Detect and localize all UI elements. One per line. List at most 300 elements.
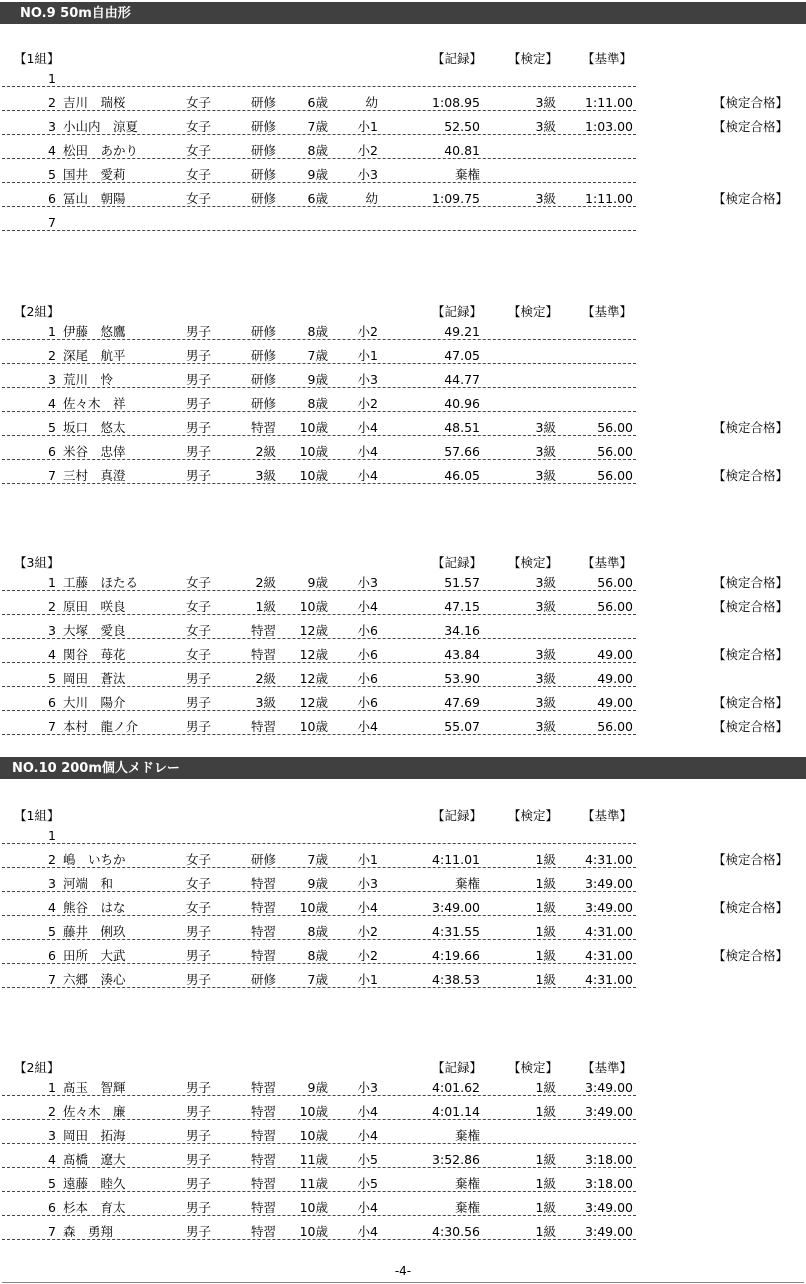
column-header-kentei: 【検定】 <box>508 51 559 66</box>
age: 10歳 <box>299 468 328 483</box>
column-header-kiroku: 【記録】 <box>432 1060 483 1075</box>
row-divider <box>2 1167 636 1168</box>
age: 10歳 <box>299 420 328 435</box>
gender: 男子 <box>186 671 212 686</box>
pass-mark: 【検定合格】 <box>713 420 789 435</box>
swimmer-name: 冨山 朝陽 <box>63 191 126 206</box>
level: 2級 <box>255 671 276 686</box>
entry-lane: 7 <box>48 972 56 987</box>
result-row <box>0 713 806 737</box>
school-grade: 小3 <box>357 876 378 891</box>
event-title: NO.9 50m自由形 <box>20 6 131 21</box>
swimmer-name: 米谷 忠倖 <box>63 444 126 459</box>
level: 特習 <box>250 1224 276 1239</box>
row-divider <box>2 686 636 687</box>
row-divider <box>2 987 636 988</box>
row-divider <box>2 230 636 231</box>
record: 4:38.53 <box>432 972 480 987</box>
entry-lane: 1 <box>48 828 56 843</box>
row-divider <box>2 483 636 484</box>
swimmer-name: 遠藤 睦久 <box>63 1176 126 1191</box>
school-grade: 幼 <box>365 95 378 110</box>
gender: 男子 <box>186 396 212 411</box>
standard-time: 3:49.00 <box>585 1200 633 1215</box>
row-divider <box>2 867 636 868</box>
column-header-kiroku: 【記録】 <box>432 555 483 570</box>
level: 3級 <box>255 695 276 710</box>
result-row <box>0 918 806 942</box>
result-row <box>0 1146 806 1170</box>
school-grade: 小4 <box>357 444 378 459</box>
column-header-kiroku: 【記録】 <box>432 51 483 66</box>
swimmer-name: 国井 愛莉 <box>63 167 126 182</box>
gender: 男子 <box>186 1200 212 1215</box>
group-label: 【2組】 <box>14 304 60 319</box>
swimmer-name: 田所 大武 <box>63 948 126 963</box>
row-divider <box>2 963 636 964</box>
record: 52.50 <box>444 119 480 134</box>
row-divider <box>2 387 636 388</box>
standard-time: 56.00 <box>597 575 633 590</box>
test-grade: 3級 <box>535 599 556 614</box>
pass-mark: 【検定合格】 <box>713 119 789 134</box>
record: 47.69 <box>444 695 480 710</box>
level: 研修 <box>250 972 276 987</box>
swimmer-name: 髙橋 遼大 <box>63 1152 126 1167</box>
gender: 男子 <box>186 348 212 363</box>
event-title-bar <box>0 757 806 779</box>
gender: 男子 <box>186 719 212 734</box>
result-row <box>0 822 806 846</box>
level: 特習 <box>250 719 276 734</box>
result-row <box>0 1194 806 1218</box>
result-row <box>0 942 806 966</box>
test-grade: 3級 <box>535 119 556 134</box>
pass-mark: 【検定合格】 <box>713 575 789 590</box>
record: 55.07 <box>444 719 480 734</box>
record: 1:08.95 <box>432 95 480 110</box>
gender: 男子 <box>186 1152 212 1167</box>
school-grade: 小2 <box>357 143 378 158</box>
row-divider <box>2 1191 636 1192</box>
result-row <box>0 846 806 870</box>
group-header <box>0 1058 806 1074</box>
school-grade: 幼 <box>365 191 378 206</box>
record: 48.51 <box>444 420 480 435</box>
swimmer-name: 熊谷 はな <box>63 900 126 915</box>
age: 10歳 <box>299 900 328 915</box>
age: 12歳 <box>299 647 328 662</box>
pass-mark: 【検定合格】 <box>713 695 789 710</box>
result-row <box>0 593 806 617</box>
standard-time: 1:03.00 <box>585 119 633 134</box>
row-divider <box>2 363 636 364</box>
entry-lane: 1 <box>48 71 56 86</box>
gender: 男子 <box>186 324 212 339</box>
column-header-kentei: 【検定】 <box>508 555 559 570</box>
test-grade: 3級 <box>535 191 556 206</box>
swimmer-name: 深尾 航平 <box>63 348 126 363</box>
school-grade: 小2 <box>357 948 378 963</box>
record: 棄権 <box>454 1200 480 1215</box>
gender: 男子 <box>186 948 212 963</box>
entry-lane: 6 <box>48 948 56 963</box>
test-grade: 1級 <box>535 924 556 939</box>
school-grade: 小6 <box>357 671 378 686</box>
row-divider <box>2 411 636 412</box>
record: 43.84 <box>444 647 480 662</box>
test-grade: 3級 <box>535 468 556 483</box>
test-grade: 1級 <box>535 1224 556 1239</box>
age: 9歳 <box>307 372 328 387</box>
test-grade: 3級 <box>535 647 556 662</box>
test-grade: 3級 <box>535 695 556 710</box>
result-row <box>0 462 806 486</box>
school-grade: 小4 <box>357 1104 378 1119</box>
result-row <box>0 1098 806 1122</box>
row-divider <box>2 843 636 844</box>
age: 11歳 <box>299 1176 328 1191</box>
school-grade: 小2 <box>357 324 378 339</box>
row-divider <box>2 710 636 711</box>
result-row <box>0 366 806 390</box>
gender: 男子 <box>186 468 212 483</box>
group-label: 【1組】 <box>14 808 60 823</box>
level: 特習 <box>250 1176 276 1191</box>
level: 特習 <box>250 948 276 963</box>
row-divider <box>2 662 636 663</box>
standard-time: 49.00 <box>597 647 633 662</box>
record: 棄権 <box>454 1128 480 1143</box>
test-grade: 3級 <box>535 420 556 435</box>
school-grade: 小4 <box>357 420 378 435</box>
standard-time: 3:49.00 <box>585 1224 633 1239</box>
school-grade: 小5 <box>357 1176 378 1191</box>
row-divider <box>2 339 636 340</box>
swimmer-name: 六郷 湊心 <box>63 972 126 987</box>
record: 44.77 <box>444 372 480 387</box>
school-grade: 小6 <box>357 623 378 638</box>
group-label: 【1組】 <box>14 51 60 66</box>
school-grade: 小4 <box>357 900 378 915</box>
gender: 女子 <box>186 575 212 590</box>
entry-lane: 6 <box>48 695 56 710</box>
result-row <box>0 1170 806 1194</box>
gender: 男子 <box>186 924 212 939</box>
result-row <box>0 1122 806 1146</box>
test-grade: 1級 <box>535 1152 556 1167</box>
gender: 女子 <box>186 852 212 867</box>
result-row <box>0 1074 806 1098</box>
gender: 女子 <box>186 167 212 182</box>
group-label: 【2組】 <box>14 1060 60 1075</box>
result-row <box>0 161 806 185</box>
entry-lane: 2 <box>48 1104 56 1119</box>
entry-lane: 2 <box>48 348 56 363</box>
record: 棄権 <box>454 1176 480 1191</box>
age: 10歳 <box>299 719 328 734</box>
swimmer-name: 大川 陽介 <box>63 695 126 710</box>
entry-lane: 5 <box>48 924 56 939</box>
swimmer-name: 佐々木 祥 <box>63 396 126 411</box>
record: 49.21 <box>444 324 480 339</box>
row-divider <box>2 1119 636 1120</box>
entry-lane: 5 <box>48 1176 56 1191</box>
row-divider <box>2 939 636 940</box>
gender: 男子 <box>186 420 212 435</box>
record: 4:31.55 <box>432 924 480 939</box>
test-grade: 3級 <box>535 575 556 590</box>
age: 7歳 <box>307 972 328 987</box>
swimmer-name: 森 勇翔 <box>63 1224 114 1239</box>
gender: 男子 <box>186 1176 212 1191</box>
swimmer-name: 藤井 俐玖 <box>63 924 126 939</box>
age: 12歳 <box>299 623 328 638</box>
entry-lane: 4 <box>48 1152 56 1167</box>
level: 特習 <box>250 623 276 638</box>
school-grade: 小3 <box>357 372 378 387</box>
column-header-kentei: 【検定】 <box>508 1060 559 1075</box>
standard-time: 56.00 <box>597 444 633 459</box>
swimmer-name: 嶋 いちか <box>63 852 126 867</box>
column-header-kijun: 【基準】 <box>582 555 633 570</box>
age: 8歳 <box>307 948 328 963</box>
row-divider <box>2 734 636 735</box>
row-divider <box>2 638 636 639</box>
age: 12歳 <box>299 671 328 686</box>
result-row <box>0 113 806 137</box>
record: 40.96 <box>444 396 480 411</box>
gender: 男子 <box>186 695 212 710</box>
test-grade: 3級 <box>535 95 556 110</box>
result-row <box>0 65 806 89</box>
result-row <box>0 1218 806 1242</box>
result-row <box>0 617 806 641</box>
result-row <box>0 414 806 438</box>
age: 8歳 <box>307 324 328 339</box>
gender: 女子 <box>186 119 212 134</box>
school-grade: 小2 <box>357 924 378 939</box>
entry-lane: 4 <box>48 396 56 411</box>
swimmer-name: 松田 あかり <box>63 143 139 158</box>
record: 46.05 <box>444 468 480 483</box>
level: 1級 <box>255 599 276 614</box>
pass-mark: 【検定合格】 <box>713 900 789 915</box>
row-divider <box>2 1095 636 1096</box>
standard-time: 3:49.00 <box>585 1080 633 1095</box>
entry-lane: 7 <box>48 719 56 734</box>
level: 特習 <box>250 647 276 662</box>
pass-mark: 【検定合格】 <box>713 852 789 867</box>
entry-lane: 1 <box>48 324 56 339</box>
test-grade: 1級 <box>535 1200 556 1215</box>
result-row <box>0 342 806 366</box>
school-grade: 小1 <box>357 348 378 363</box>
column-header-kiroku: 【記録】 <box>432 304 483 319</box>
row-divider <box>2 110 636 111</box>
swimmer-name: 関谷 苺花 <box>63 647 126 662</box>
school-grade: 小3 <box>357 167 378 182</box>
swimmer-name: 工藤 ほたる <box>63 575 139 590</box>
standard-time: 3:49.00 <box>585 1104 633 1119</box>
swimmer-name: 岡田 拓海 <box>63 1128 126 1143</box>
test-grade: 1級 <box>535 1080 556 1095</box>
test-grade: 3級 <box>535 444 556 459</box>
level: 研修 <box>250 852 276 867</box>
result-row <box>0 438 806 462</box>
school-grade: 小4 <box>357 719 378 734</box>
gender: 女子 <box>186 191 212 206</box>
gender: 女子 <box>186 647 212 662</box>
row-divider <box>2 459 636 460</box>
swimmer-name: 三村 真澄 <box>63 468 126 483</box>
gender: 男子 <box>186 972 212 987</box>
age: 10歳 <box>299 1224 328 1239</box>
row-divider <box>2 158 636 159</box>
age: 10歳 <box>299 444 328 459</box>
age: 6歳 <box>307 191 328 206</box>
pass-mark: 【検定合格】 <box>713 468 789 483</box>
entry-lane: 1 <box>48 575 56 590</box>
standard-time: 56.00 <box>597 468 633 483</box>
group-header <box>0 553 806 569</box>
entry-lane: 5 <box>48 420 56 435</box>
gender: 女子 <box>186 623 212 638</box>
record: 3:49.00 <box>432 900 480 915</box>
entry-lane: 3 <box>48 1128 56 1143</box>
school-grade: 小6 <box>357 695 378 710</box>
swimmer-name: 坂口 悠太 <box>63 420 126 435</box>
standard-time: 49.00 <box>597 671 633 686</box>
gender: 男子 <box>186 444 212 459</box>
row-divider <box>2 1143 636 1144</box>
swimmer-name: 杉本 育太 <box>63 1200 126 1215</box>
swimmer-name: 吉川 瑞桜 <box>63 95 126 110</box>
result-row <box>0 185 806 209</box>
standard-time: 1:11.00 <box>585 191 633 206</box>
level: 研修 <box>250 348 276 363</box>
group-label: 【3組】 <box>14 555 60 570</box>
gender: 女子 <box>186 876 212 891</box>
swimmer-name: 髙玉 智輝 <box>63 1080 126 1095</box>
row-divider <box>2 134 636 135</box>
entry-lane: 4 <box>48 900 56 915</box>
level: 特習 <box>250 924 276 939</box>
level: 2級 <box>255 575 276 590</box>
row-divider <box>2 891 636 892</box>
standard-time: 3:18.00 <box>585 1152 633 1167</box>
record: 40.81 <box>444 143 480 158</box>
age: 7歳 <box>307 119 328 134</box>
swimmer-name: 本村 龍ノ介 <box>63 719 139 734</box>
standard-time: 4:31.00 <box>585 924 633 939</box>
swimmer-name: 小山内 涼夏 <box>63 119 139 134</box>
event-title-bar <box>0 2 806 24</box>
result-row <box>0 641 806 665</box>
record: 4:01.62 <box>432 1080 480 1095</box>
level: 研修 <box>250 119 276 134</box>
swimmer-name: 大塚 愛良 <box>63 623 126 638</box>
test-grade: 3級 <box>535 719 556 734</box>
age: 8歳 <box>307 143 328 158</box>
test-grade: 1級 <box>535 948 556 963</box>
swimmer-name: 岡田 蒼汰 <box>63 671 126 686</box>
school-grade: 小4 <box>357 1200 378 1215</box>
column-header-kijun: 【基準】 <box>582 1060 633 1075</box>
column-header-kentei: 【検定】 <box>508 304 559 319</box>
age: 10歳 <box>299 1128 328 1143</box>
entry-lane: 3 <box>48 623 56 638</box>
test-grade: 1級 <box>535 852 556 867</box>
standard-time: 3:18.00 <box>585 1176 633 1191</box>
record: 4:19.66 <box>432 948 480 963</box>
age: 8歳 <box>307 924 328 939</box>
entry-lane: 3 <box>48 119 56 134</box>
event-title: NO.10 200m個人メドレー <box>12 761 180 776</box>
level: 研修 <box>250 396 276 411</box>
school-grade: 小4 <box>357 1224 378 1239</box>
swimmer-name: 原田 咲良 <box>63 599 126 614</box>
level: 特習 <box>250 420 276 435</box>
record: 棄権 <box>454 167 480 182</box>
record: 3:52.86 <box>432 1152 480 1167</box>
footer-rule <box>2 1282 804 1283</box>
level: 特習 <box>250 1128 276 1143</box>
swimmer-name: 佐々木 廉 <box>63 1104 126 1119</box>
entry-lane: 1 <box>48 1080 56 1095</box>
age: 9歳 <box>307 167 328 182</box>
school-grade: 小2 <box>357 396 378 411</box>
school-grade: 小4 <box>357 1128 378 1143</box>
level: 2級 <box>255 444 276 459</box>
test-grade: 3級 <box>535 671 556 686</box>
standard-time: 4:31.00 <box>585 948 633 963</box>
entry-lane: 5 <box>48 671 56 686</box>
level: 研修 <box>250 143 276 158</box>
gender: 男子 <box>186 1128 212 1143</box>
entry-lane: 6 <box>48 444 56 459</box>
gender: 女子 <box>186 599 212 614</box>
group-header <box>0 49 806 65</box>
school-grade: 小6 <box>357 647 378 662</box>
age: 9歳 <box>307 575 328 590</box>
result-row <box>0 390 806 414</box>
entry-lane: 2 <box>48 599 56 614</box>
column-header-kijun: 【基準】 <box>582 808 633 823</box>
result-row <box>0 318 806 342</box>
result-row <box>0 569 806 593</box>
record: 34.16 <box>444 623 480 638</box>
level: 研修 <box>250 191 276 206</box>
standard-time: 56.00 <box>597 719 633 734</box>
row-divider <box>2 1215 636 1216</box>
standard-time: 56.00 <box>597 599 633 614</box>
age: 12歳 <box>299 695 328 710</box>
level: 特習 <box>250 1200 276 1215</box>
age: 10歳 <box>299 1200 328 1215</box>
group-header <box>0 806 806 822</box>
pass-mark: 【検定合格】 <box>713 719 789 734</box>
result-row <box>0 665 806 689</box>
age: 10歳 <box>299 1104 328 1119</box>
swimmer-name: 河端 和 <box>63 876 114 891</box>
level: 研修 <box>250 372 276 387</box>
school-grade: 小1 <box>357 119 378 134</box>
age: 9歳 <box>307 876 328 891</box>
school-grade: 小4 <box>357 599 378 614</box>
level: 特習 <box>250 900 276 915</box>
row-divider <box>2 86 636 87</box>
